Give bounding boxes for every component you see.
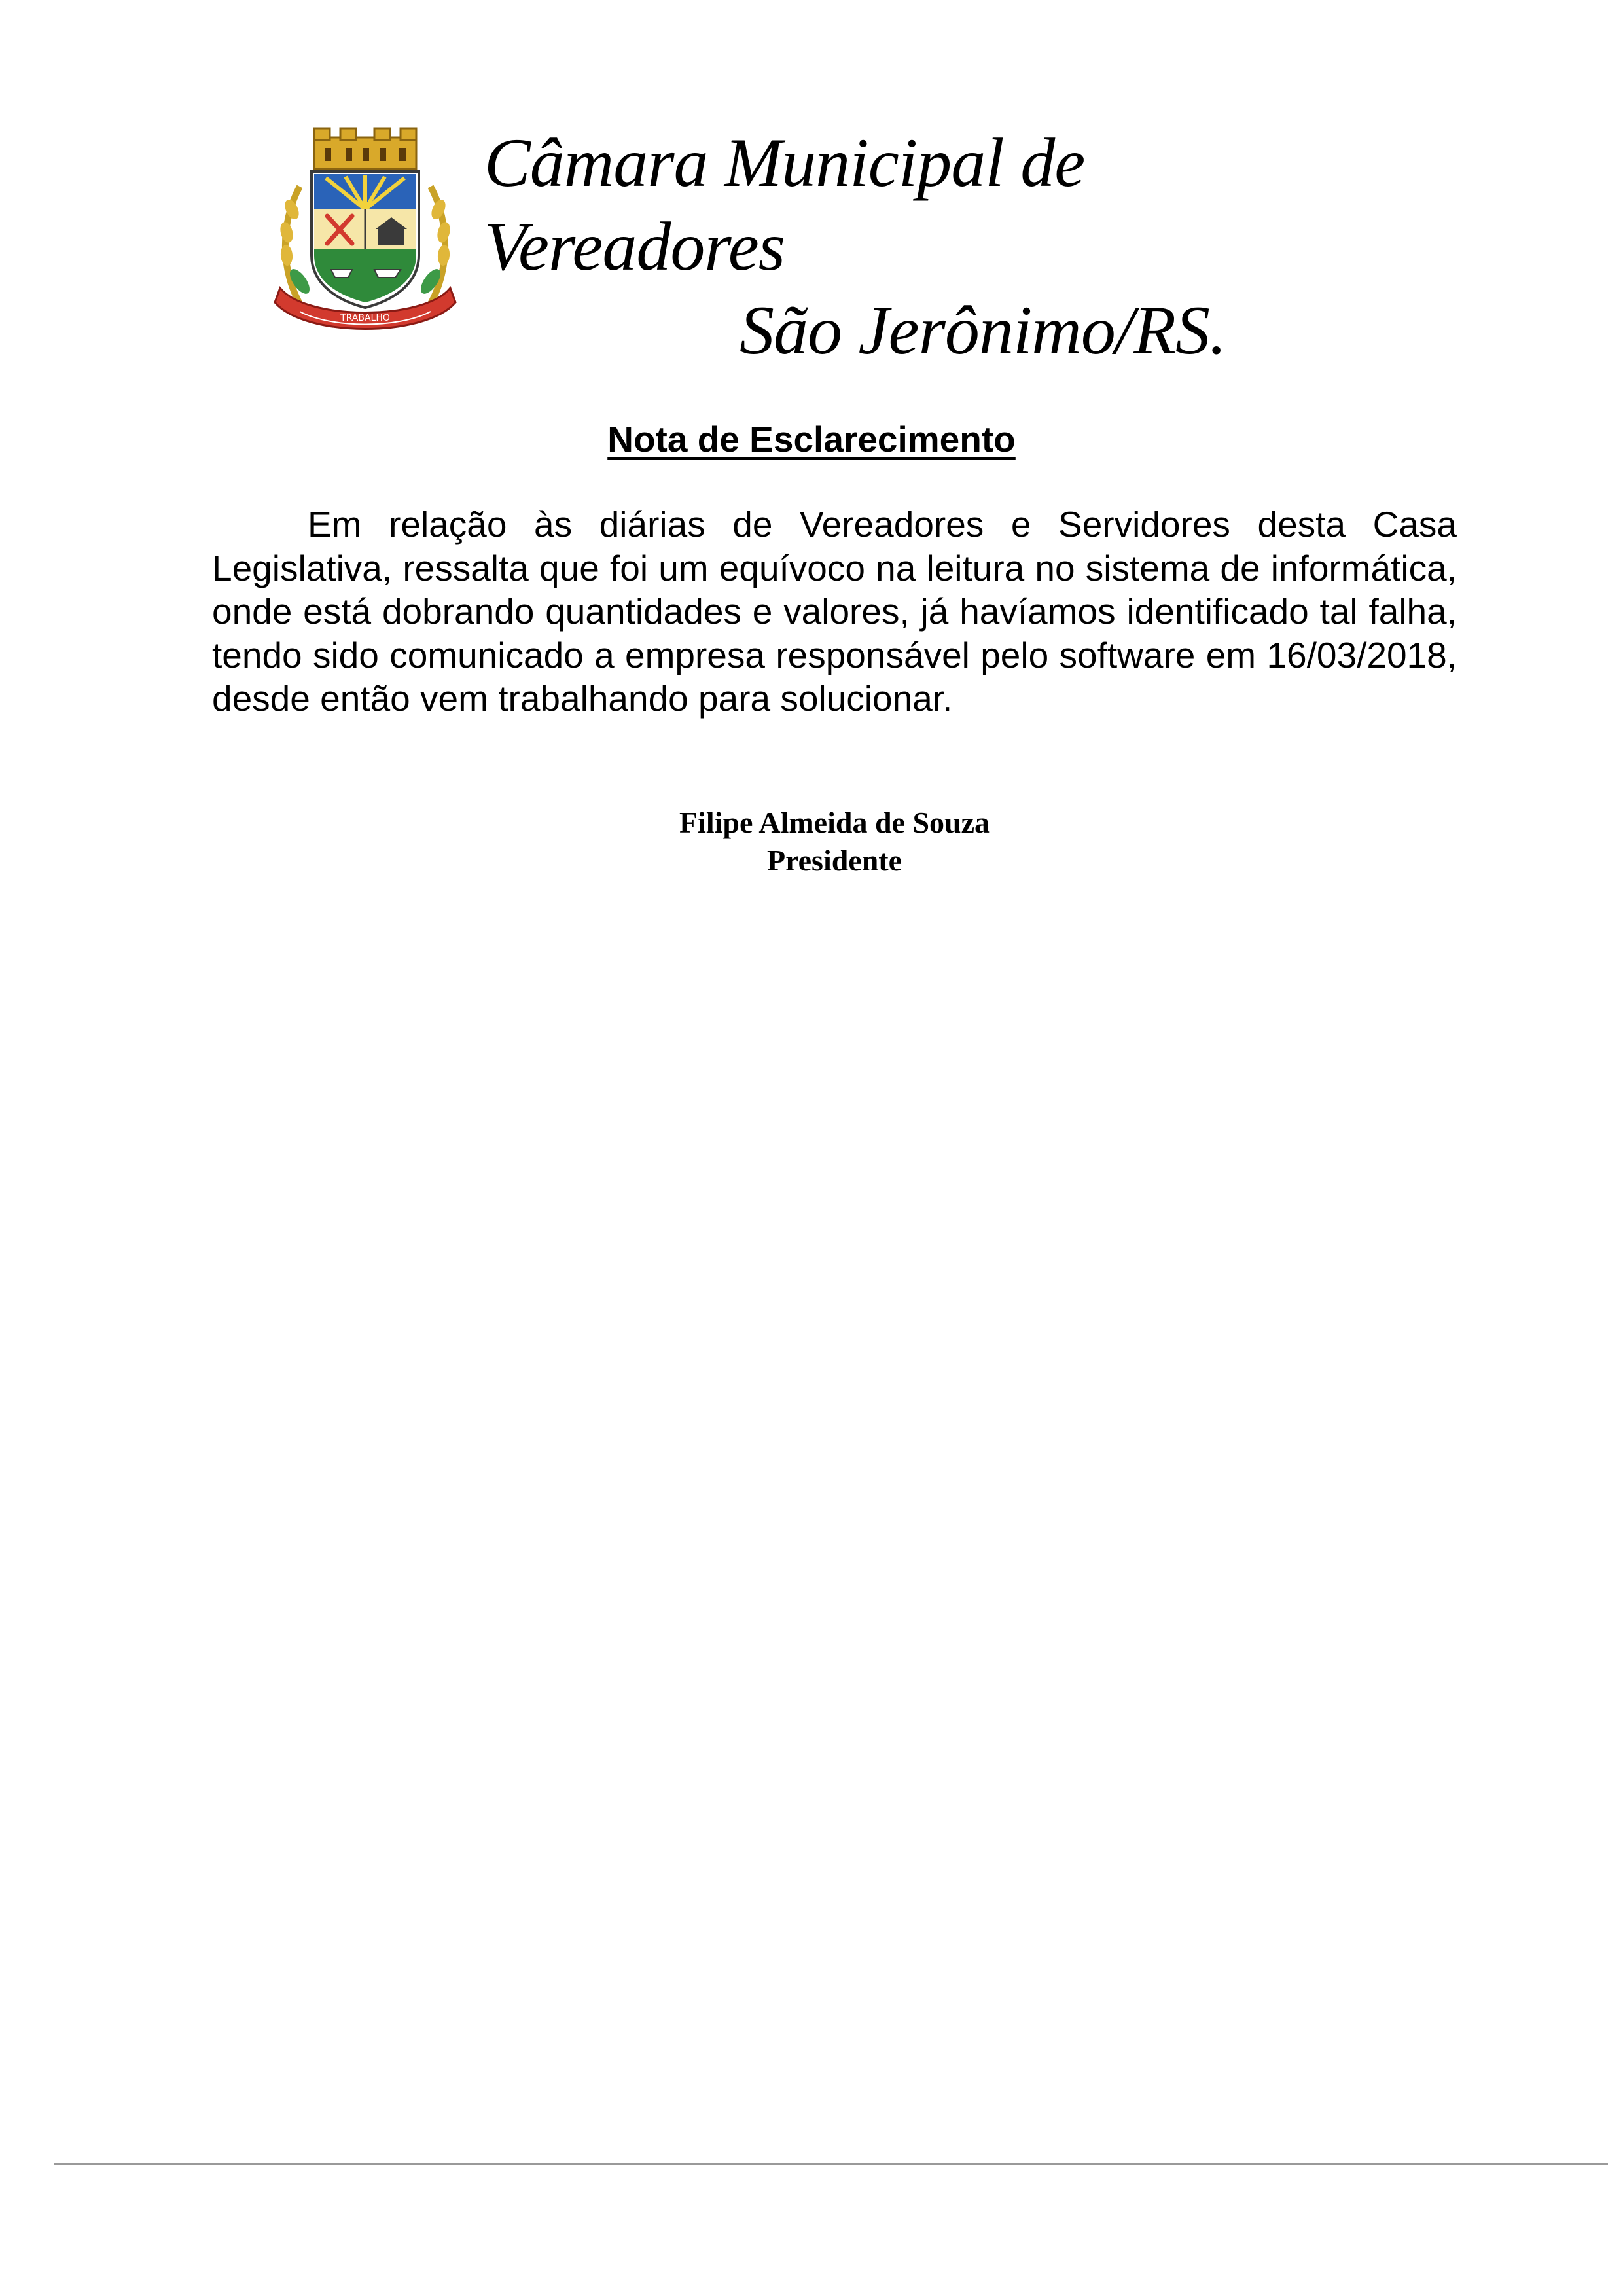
signer-role: Presidente [766,844,902,877]
institution-name: Câmara Municipal de Vereadores [484,124,1085,285]
note-body: Em relação às diárias de Vereadores e Servidores desta Casa Legislativa, ressalta que foi um equívoco na leitura no sistema de informática, onde está dobrando quantidades e valores, já havíamos identificado tal falha, tendo sido comunicado a empresa responsável pelo software em 16/03/2018, desde então vem trabalhando para solucionar. [212,504,1457,719]
institution-title [484,121,1400,372]
crest-motto: TRABALHO [340,313,390,323]
institution-city: São Jerônimo/RS. [740,292,1226,368]
signature-block [0,804,1623,880]
coat-of-arms-icon [254,124,476,347]
footer-divider [54,2163,1608,2165]
signer-name: Filipe Almeida de Souza [679,806,990,839]
page-title: Nota de Esclarecimento [607,419,1016,459]
